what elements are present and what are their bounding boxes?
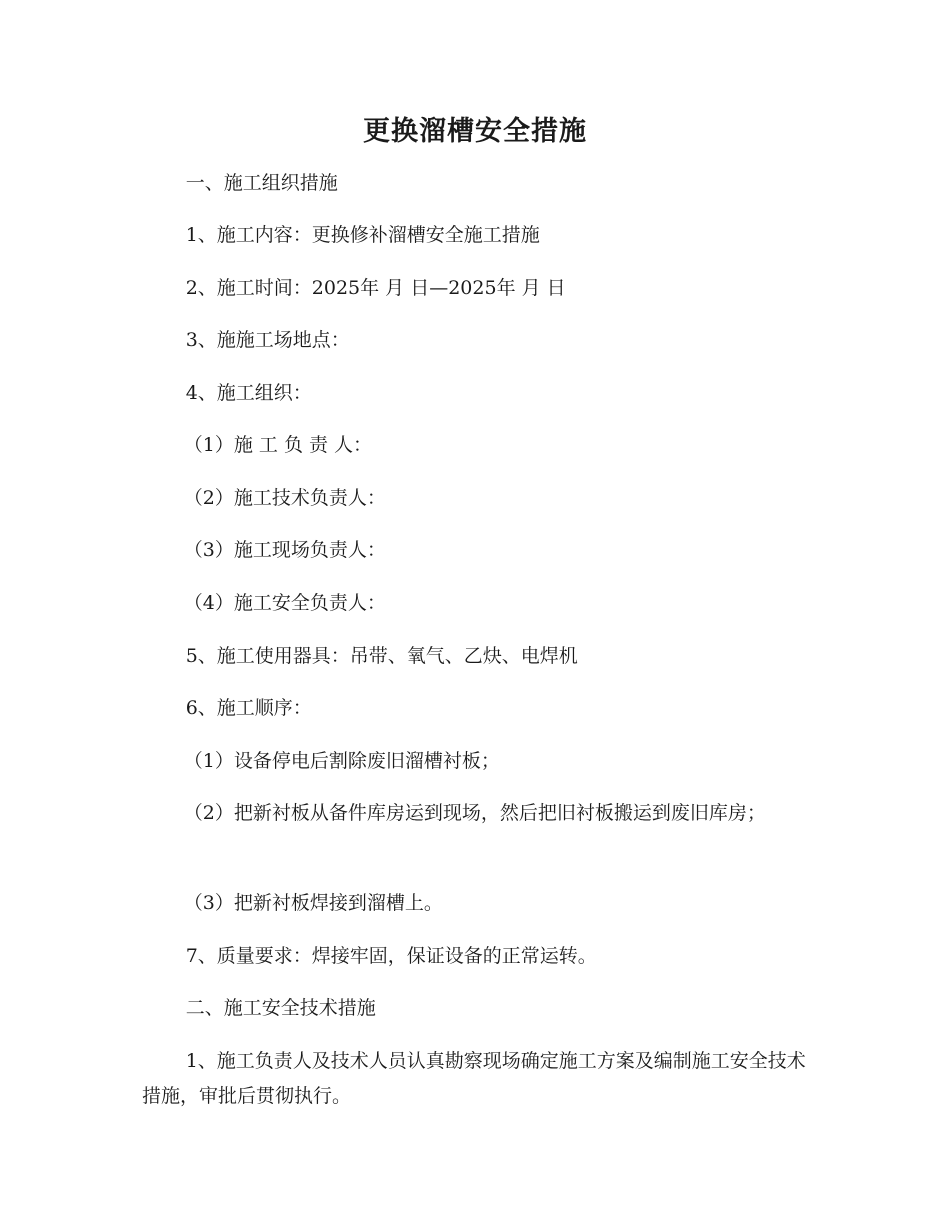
paragraph-safety-lead: （4）施工安全负责人： xyxy=(183,592,386,614)
paragraph-quality: 7、质量要求：焊接牢固，保证设备的正常运转。 xyxy=(185,945,597,967)
paragraph-sequence-step-2: （2）把新衬板从备件库房运到现场，然后把旧衬板搬运到废旧库房； xyxy=(183,802,766,824)
paragraph-construction-content: 1、施工内容：更换修补溜槽安全施工措施 xyxy=(185,224,540,246)
section-heading-safety: 二、施工安全技术措施 xyxy=(185,997,376,1019)
document-title: 更换溜槽安全措施 xyxy=(363,116,587,147)
paragraph-construction-time: 2、施工时间：2025年 月 日—2025年 月 日 xyxy=(185,277,566,299)
paragraph-construction-organization: 4、施工组织： xyxy=(185,382,312,404)
paragraph-site-lead: （3）施工现场负责人： xyxy=(183,539,386,561)
paragraph-sequence: 6、施工顺序： xyxy=(185,697,312,719)
paragraph-person-in-charge: （1）施 工 负 责 人： xyxy=(183,434,373,456)
paragraph-construction-site: 3、施施工场地点： xyxy=(185,329,350,351)
paragraph-sequence-step-3: （3）把新衬板焊接到溜槽上。 xyxy=(183,892,443,914)
paragraph-tools: 5、施工使用器具：吊带、氧气、乙炔、电焊机 xyxy=(185,645,578,667)
paragraph-safety-measure-1: 1、施工负责人及技术人员认真勘察现场确定施工方案及编制施工安全技术措施，审批后贯彻执行。 xyxy=(142,1050,806,1107)
section-heading-organization: 一、施工组织措施 xyxy=(185,172,338,194)
paragraph-sequence-step-1: （1）设备停电后割除废旧溜槽衬板； xyxy=(183,750,500,772)
paragraph-technical-lead: （2）施工技术负责人： xyxy=(183,487,386,509)
